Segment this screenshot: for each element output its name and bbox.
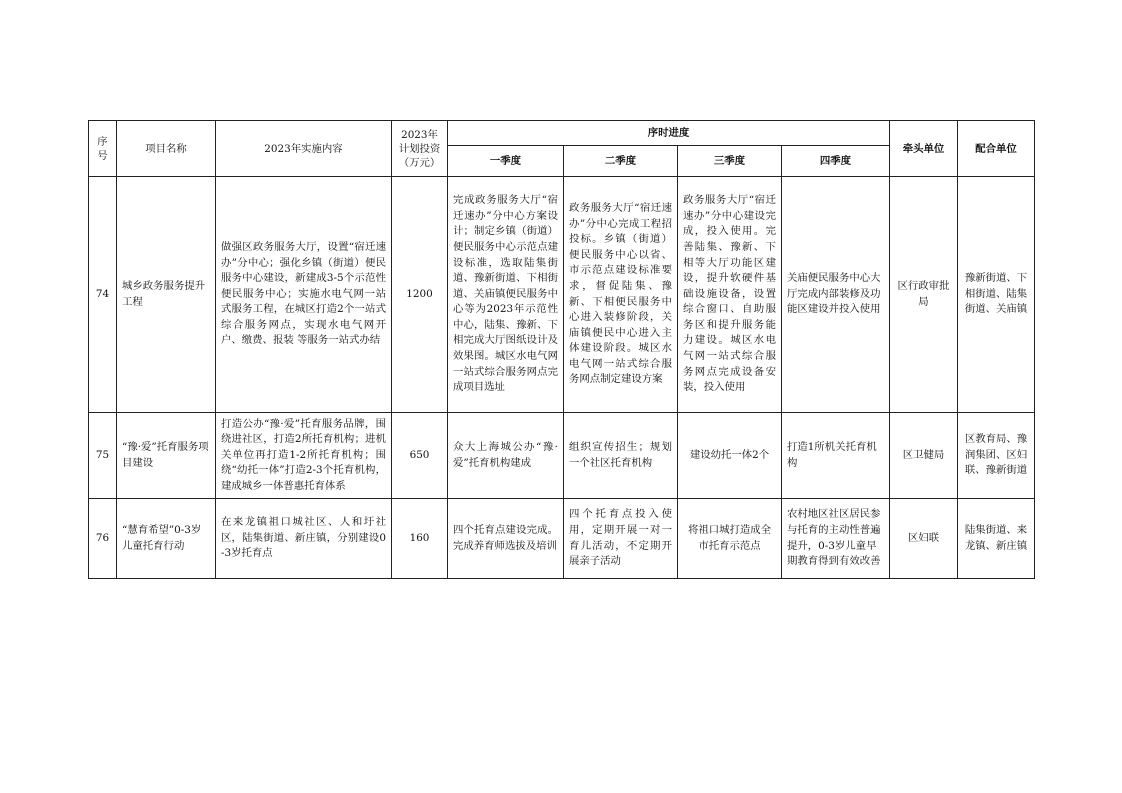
row-content: 做强区政务服务大厅，设置“宿迁速办”分中心；强化乡镇（街道）便民服务中心建设，新建成3-5个示范性便民服务中心；实施水电气网一站式服务工程，在城区打造2个一站式综合服务网点，实现水电气网开户、缴费、报装 等服务一站式办结 bbox=[216, 177, 392, 413]
row-q2: 政务服务大厅“宿迁速办”分中心完成工程招投标。乡镇（街道）便民服务中心以省、市示范点建设标准要求，督促陆集、豫新、下相便民服务中心进入装修阶段，关庙镇便民中心进入主体建设阶段。城区水电气网一站式综合服务网点制定建设方案 bbox=[564, 177, 678, 413]
row-no: 75 bbox=[89, 413, 117, 499]
row-content: 在来龙镇祖口城社区、人和圩社区，陆集街道、新庄镇，分别建设0-3岁托育点 bbox=[216, 499, 392, 579]
row-q4: 打造1所机关托育机构 bbox=[782, 413, 890, 499]
header-q2: 二季度 bbox=[564, 146, 678, 177]
header-investment: 2023年计划投资（万元） bbox=[392, 121, 448, 177]
row-lead: 区行政审批局 bbox=[890, 177, 958, 413]
row-lead: 区妇联 bbox=[890, 499, 958, 579]
table-row bbox=[89, 499, 1035, 579]
row-content: 打造公办“豫·爱”托育服务品牌，围绕进社区，打造2所托育机构；进机关单位再打造1-2所托育机构；围绕“幼托一体”打造2-3个托育机构，建成城乡一体普惠托育体系 bbox=[216, 413, 392, 499]
row-partner: 区教育局、豫润集团、区妇联、豫新街道 bbox=[958, 413, 1035, 499]
row-partner: 陆集街道、来龙镇、新庄镇 bbox=[958, 499, 1035, 579]
table-row bbox=[89, 413, 1035, 499]
row-lead: 区卫健局 bbox=[890, 413, 958, 499]
row-investment: 160 bbox=[392, 499, 448, 579]
row-q4: 关庙便民服务中心大厅完成内部装修及功能区建设并投入使用 bbox=[782, 177, 890, 413]
row-q2: 组织宣传招生；规划一个社区托育机构 bbox=[564, 413, 678, 499]
header-q3: 三季度 bbox=[678, 146, 782, 177]
row-q1: 完成政务服务大厅“宿迁速办”分中心方案设计；制定乡镇（街道）便民服务中心示范点建设标准，选取陆集街道、豫新街道、下相街道、关庙镇便民服务中心等为2023年示范性中心，陆集、豫新、下相完成大厅图纸设计及效果图。城区水电气网一站式综合服务网点完成项目选址 bbox=[448, 177, 564, 413]
row-investment: 1200 bbox=[392, 177, 448, 413]
row-name: 城乡政务服务提升工程 bbox=[117, 177, 216, 413]
row-q1: 四个托育点建设完成。完成养育师选拔及培训 bbox=[448, 499, 564, 579]
row-q3: 政务服务大厅“宿迁速办”分中心建设完成，投入使用。完善陆集、豫新、下相等大厅功能区建设，提升软硬件基础设施设备，设置综合窗口、自助服务区和提升服务能力建设。城区水电气网一站式综合服务网点完成设备安装，投入使用 bbox=[678, 177, 782, 413]
header-partner: 配合单位 bbox=[958, 121, 1035, 177]
header-lead: 牵头单位 bbox=[890, 121, 958, 177]
row-q1: 众大上海城公办“豫·爱”托育机构建成 bbox=[448, 413, 564, 499]
row-q2: 四个托育点投入使用，定期开展一对一育儿活动，不定期开展亲子活动 bbox=[564, 499, 678, 579]
row-partner: 豫新街道、下相街道、陆集街道、关庙镇 bbox=[958, 177, 1035, 413]
row-q4: 农村地区社区居民参与托育的主动性普遍提升，0-3岁儿童早期教育得到有效改善 bbox=[782, 499, 890, 579]
header-q1: 一季度 bbox=[448, 146, 564, 177]
header-no: 序号 bbox=[89, 121, 117, 177]
header-q4: 四季度 bbox=[782, 146, 890, 177]
table-row bbox=[89, 177, 1035, 413]
header-name: 项目名称 bbox=[117, 121, 216, 177]
row-no: 74 bbox=[89, 177, 117, 413]
project-table bbox=[88, 120, 1035, 579]
row-name: “豫·爱”托育服务项目建设 bbox=[117, 413, 216, 499]
row-q3: 建设幼托一体2个 bbox=[678, 413, 782, 499]
header-content: 2023年实施内容 bbox=[216, 121, 392, 177]
row-investment: 650 bbox=[392, 413, 448, 499]
row-no: 76 bbox=[89, 499, 117, 579]
row-q3: 将祖口城打造成全市托育示范点 bbox=[678, 499, 782, 579]
header-schedule: 序时进度 bbox=[448, 121, 890, 146]
row-name: “慧育希望”0-3岁儿童托育行动 bbox=[117, 499, 216, 579]
